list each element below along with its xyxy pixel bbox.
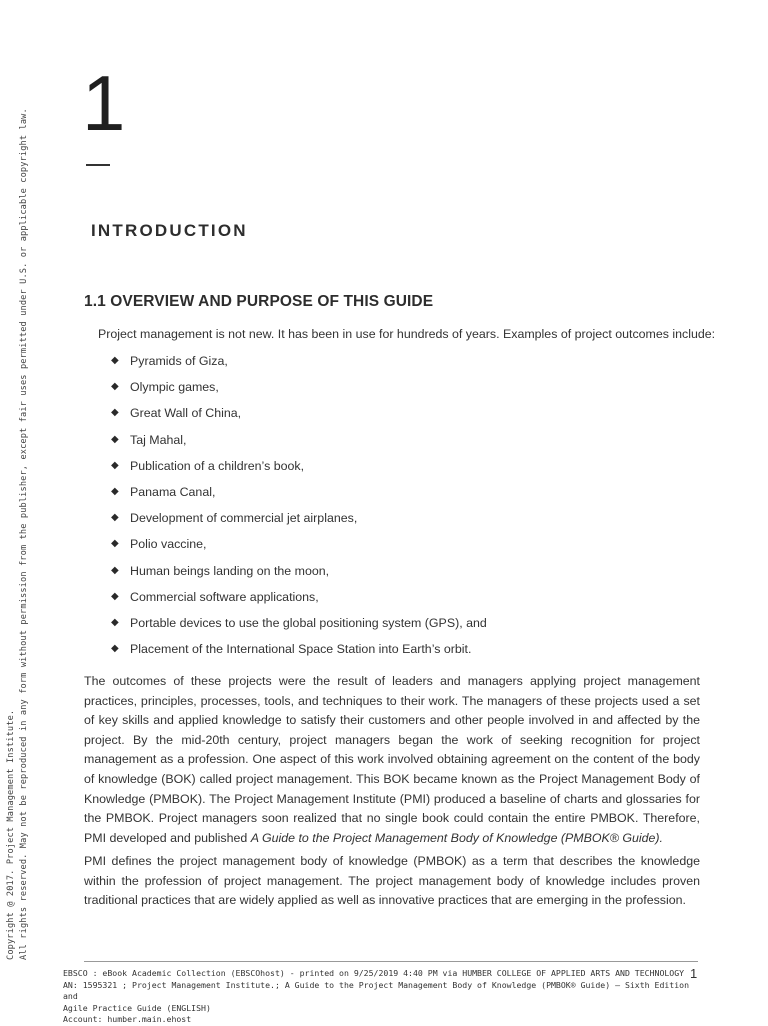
diamond-bullet-icon: ◆ <box>111 643 119 655</box>
list-item-text: Portable devices to use the global positioning system (GPS), and <box>130 615 487 630</box>
diamond-bullet-icon: ◆ <box>111 512 119 524</box>
footer-line: AN: 1595321 ; Project Management Institute.; A Guide to the Project Management Body of Knowledge (PMBOK® Guide) – Sixth Edition and <box>63 979 690 1001</box>
list-item <box>111 352 487 378</box>
guide-title-italic: A Guide to the Project Management Body of Knowledge (PMBOK® Guide). <box>250 830 663 845</box>
print-footer <box>63 968 703 1026</box>
rights-line: All rights reserved. May not be reproduced in any form without permission from the publisher, except fair uses permitted under U.S. or applicable copyright law. <box>19 108 29 960</box>
diamond-bullet-icon: ◆ <box>111 433 119 445</box>
list-item-text: Pyramids of Giza, <box>130 354 228 368</box>
list-item <box>111 378 487 404</box>
footer-line: Agile Practice Guide (ENGLISH) <box>63 1002 211 1013</box>
diamond-bullet-icon: ◆ <box>111 355 119 366</box>
diamond-bullet-icon: ◆ <box>111 407 119 419</box>
intro-paragraph: Project management is not new. It has been in use for hundreds of years. Examples of project outcomes include: <box>98 327 716 341</box>
copyright-line: Copyright @ 2017. Project Management Institute. <box>6 709 16 960</box>
list-item <box>111 562 487 588</box>
list-item <box>111 588 487 614</box>
chapter-number: 1 <box>82 59 126 147</box>
diamond-bullet-icon: ◆ <box>111 538 119 550</box>
diamond-bullet-icon: ◆ <box>111 459 119 471</box>
chapter-divider <box>86 164 110 166</box>
list-item-text: Publication of a children’s book, <box>130 458 305 473</box>
diamond-bullet-icon: ◆ <box>111 564 119 576</box>
list-item-text: Development of commercial jet airplanes, <box>130 511 358 526</box>
list-item-text: Placement of the International Space Station into Earth’s orbit. <box>130 642 472 657</box>
diamond-bullet-icon: ◆ <box>111 590 119 602</box>
list-item <box>111 457 487 483</box>
list-item-text: Panama Canal, <box>130 484 216 499</box>
list-item <box>111 640 487 666</box>
list-item <box>111 404 487 430</box>
footer-divider <box>84 961 698 962</box>
outcomes-paragraph <box>84 672 700 848</box>
outcomes-paragraph-text: The outcomes of these projects were the result of leaders and managers applying project management practices, principles, processes, tools, and techniques to their work. The managers of these projects used a set of key skills and applied knowledge to satisfy their customers and other people involved in and affected by the project. By the mid-20th century, project managers began the work of seeking recognition for project management as a profession. One aspect of this work involved obtaining agreement on the content of the body of knowledge (BOK) called project management. This BOK became known as the Project Management Body of Knowledge (PMBOK). The Project Management Institute (PMI) produced a baseline of charts and glossaries for the PMBOK. Project managers soon realized that no single book could contain the entire PMBOK. Therefore, PMI developed and published <box>84 674 700 845</box>
list-item <box>111 614 487 640</box>
list-item <box>111 509 487 535</box>
list-item-text: Great Wall of China, <box>130 406 242 421</box>
list-item-text: Polio vaccine, <box>130 537 207 552</box>
list-item <box>111 535 487 561</box>
diamond-bullet-icon: ◆ <box>111 616 119 628</box>
list-item-text: Human beings landing on the moon, <box>130 563 330 578</box>
chapter-title: INTRODUCTION <box>91 221 248 240</box>
examples-list <box>111 352 487 666</box>
copyright-notice <box>6 108 36 970</box>
footer-line: Account: humber.main.ehost <box>63 1014 192 1024</box>
diamond-bullet-icon: ◆ <box>111 485 119 497</box>
list-item <box>111 483 487 509</box>
footer-line: EBSCO : eBook Academic Collection (EBSCOhost) - printed on 9/25/2019 4:40 PM via HUMBER COLLEGE OF APPLIED ARTS AND TECHNOLOGY <box>63 968 685 978</box>
list-item-text: Olympic games, <box>130 380 219 395</box>
list-item-text: Taj Mahal, <box>130 432 187 447</box>
page-number: 1 <box>690 966 698 981</box>
section-title: 1.1 OVERVIEW AND PURPOSE OF THIS GUIDE <box>84 293 434 310</box>
diamond-bullet-icon: ◆ <box>111 381 119 393</box>
pmbok-definition-paragraph: PMI defines the project management body of knowledge (PMBOK) as a term that describes the knowledge within the profession of project management. The project management body of knowledge includes proven traditional practices that are widely applied as well as innovative practices that are emerging in the profession. <box>84 854 700 908</box>
list-item <box>111 431 487 457</box>
list-item-text: Commercial software applications, <box>130 589 319 604</box>
